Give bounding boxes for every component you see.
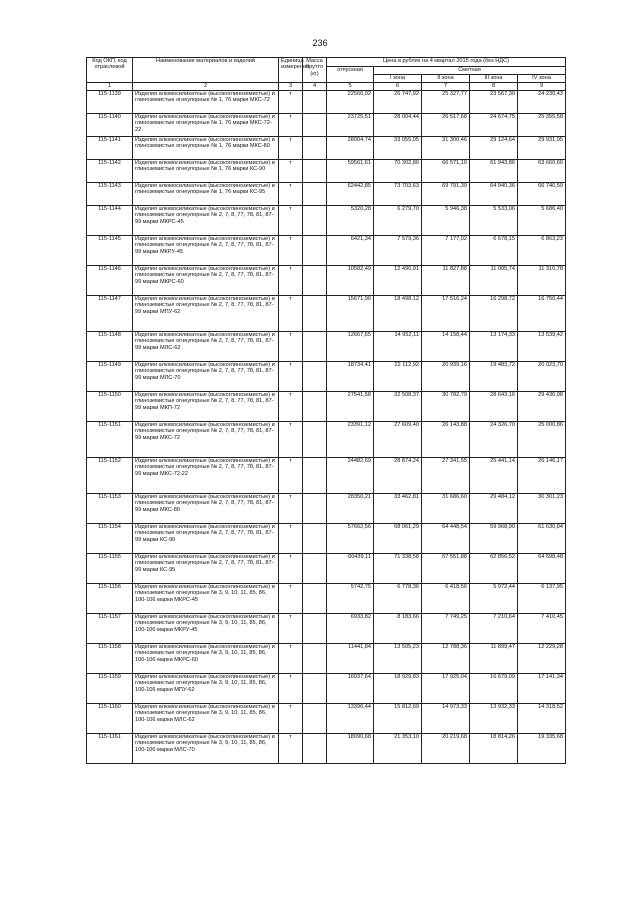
row-zone4-price: 20 023,70 [518, 362, 566, 392]
row-name: Изделия алюмосиликатные (высокоглиноземистые) и глиноземистые огнеупорные № 2, 7, 8, 77, 78, 81, 87-99 марки МКП-72 [133, 392, 279, 422]
row-unit: т [279, 524, 303, 554]
row-release-price: 57662,56 [327, 524, 374, 554]
row-zone1-price: 33 462,81 [374, 494, 422, 524]
row-zone3-price: 18 814,26 [470, 734, 518, 764]
row-zone3-price: 62 856,52 [470, 554, 518, 584]
row-name: Изделия алюмосиликатные (высокоглиноземистые) и глиноземистые огнеупорные № 3, 9, 10, 11, 85, 86, 100-106 марки МЛС-62 [133, 704, 279, 734]
row-zone4-price: 7 410,45 [518, 614, 566, 644]
row-mass [303, 362, 327, 392]
row-unit: т [279, 137, 303, 160]
row-name: Изделия алюмосиликатные (высокоглиноземистые) и глиноземистые огнеупорные № 2, 7, 8, 77, 78, 81, 87-99 марки КС-90 [133, 524, 279, 554]
row-zone1-price: 12 490,91 [374, 266, 422, 296]
row-zone4-price: 6 137,95 [518, 584, 566, 614]
row-zone3-price: 23 567,30 [470, 91, 518, 114]
row-unit: т [279, 296, 303, 332]
row-name: Изделия алюмосиликатные (высокоглиноземистые) и глиноземистые огнеупорные № 1, 76 марки МКС-72-22 [133, 114, 279, 137]
table-row [87, 206, 566, 236]
row-zone2-price: 27 341,55 [422, 458, 470, 494]
row-unit: т [279, 704, 303, 734]
row-zone2-price: 66 571,10 [422, 160, 470, 183]
row-zone2-price: 17 925,04 [422, 674, 470, 704]
row-zone2-price: 26 517,68 [422, 114, 470, 137]
row-name: Изделия алюмосиликатные (высокоглиноземистые) и глиноземистые огнеупорные № 3, 9, 10, 11, 85, 86, 100-106 марки МКРУ-45 [133, 614, 279, 644]
row-zone4-price: 29 436,98 [518, 392, 566, 422]
row-unit: т [279, 160, 303, 183]
row-zone2-price: 20 219,68 [422, 734, 470, 764]
row-mass [303, 296, 327, 332]
table-row [87, 160, 566, 183]
row-zone2-price: 31 686,60 [422, 494, 470, 524]
row-unit: т [279, 584, 303, 614]
row-zone3-price: 24 674,75 [470, 114, 518, 137]
row-zone2-price: 5 946,38 [422, 206, 470, 236]
row-release-price: 23725,51 [327, 114, 374, 137]
header-estimate-price: Сметная [374, 67, 566, 75]
row-code: 115-1159 [87, 674, 133, 704]
row-zone3-price: 24 326,70 [470, 422, 518, 458]
row-zone4-price: 19 335,68 [518, 734, 566, 764]
row-release-price: 6421,34 [327, 236, 374, 266]
header-mass: Масса брутто (кг) [303, 58, 327, 83]
row-mass [303, 392, 327, 422]
row-zone4-price: 12 229,28 [518, 644, 566, 674]
row-unit: т [279, 362, 303, 392]
row-release-price: 60439,11 [327, 554, 374, 584]
table-row [87, 524, 566, 554]
row-name: Изделия алюмосиликатные (высокоглиноземистые) и глиноземистые огнеупорные № 2, 7, 8, 77, 78, 81, 87-99 марки МКРС-45 [133, 206, 279, 236]
row-mass [303, 734, 327, 764]
row-zone4-price: 6 863,23 [518, 236, 566, 266]
row-unit: т [279, 266, 303, 296]
row-zone2-price: 67 551,88 [422, 554, 470, 584]
row-code: 115-1141 [87, 137, 133, 160]
row-zone3-price: 61 943,86 [470, 160, 518, 183]
header-zone-1: I зона [374, 75, 422, 83]
table-row [87, 554, 566, 584]
table-row [87, 584, 566, 614]
row-zone4-price: 14 318,52 [518, 704, 566, 734]
row-zone2-price: 14 158,44 [422, 332, 470, 362]
row-unit: т [279, 183, 303, 206]
row-code: 115-1144 [87, 206, 133, 236]
row-zone4-price: 26 146,17 [518, 458, 566, 494]
row-release-price: 15671,90 [327, 296, 374, 332]
price-table [86, 57, 566, 764]
row-release-price: 5742,75 [327, 584, 374, 614]
row-unit: т [279, 458, 303, 494]
row-code: 115-1139 [87, 91, 133, 114]
column-number: 8 [470, 83, 518, 91]
row-release-price: 62442,85 [327, 183, 374, 206]
row-zone4-price: 25 000,86 [518, 422, 566, 458]
header-unit: Единица измерения [279, 58, 303, 83]
row-code: 115-1150 [87, 392, 133, 422]
row-zone3-price: 19 483,72 [470, 362, 518, 392]
row-release-price: 28350,21 [327, 494, 374, 524]
row-zone1-price: 33 055,05 [374, 137, 422, 160]
row-zone4-price: 64 598,48 [518, 554, 566, 584]
row-release-price: 27541,58 [327, 392, 374, 422]
row-zone4-price: 25 355,58 [518, 114, 566, 137]
row-code: 115-1153 [87, 494, 133, 524]
row-zone3-price: 16 679,09 [470, 674, 518, 704]
row-zone2-price: 11 827,88 [422, 266, 470, 296]
row-release-price: 6933,82 [327, 614, 374, 644]
row-zone4-price: 24 230,43 [518, 91, 566, 114]
table-row [87, 332, 566, 362]
row-code: 115-1160 [87, 704, 133, 734]
row-unit: т [279, 91, 303, 114]
row-unit: т [279, 494, 303, 524]
row-mass [303, 422, 327, 458]
row-code: 115-1143 [87, 183, 133, 206]
row-code: 115-1157 [87, 614, 133, 644]
row-zone4-price: 30 301,23 [518, 494, 566, 524]
row-name: Изделия алюмосиликатные (высокоглиноземистые) и глиноземистые огнеупорные № 1, 76 марки КС-90 [133, 160, 279, 183]
row-release-price: 28004,74 [327, 137, 374, 160]
row-zone3-price: 5 972,44 [470, 584, 518, 614]
row-mass [303, 114, 327, 137]
row-unit: т [279, 734, 303, 764]
row-zone1-price: 6 279,70 [374, 206, 422, 236]
row-zone1-price: 6 778,36 [374, 584, 422, 614]
row-zone3-price: 64 940,36 [470, 183, 518, 206]
row-name: Изделия алюмосиликатные (высокоглиноземистые) и глиноземистые огнеупорные № 1, 76 марки МКС-80 [133, 137, 279, 160]
row-unit: т [279, 332, 303, 362]
table-row [87, 392, 566, 422]
row-mass [303, 584, 327, 614]
row-mass [303, 458, 327, 494]
row-zone2-price: 6 418,56 [422, 584, 470, 614]
row-unit: т [279, 554, 303, 584]
row-mass [303, 704, 327, 734]
row-zone3-price: 16 298,72 [470, 296, 518, 332]
row-zone4-price: 29 931,95 [518, 137, 566, 160]
header-code: Код ОКП, код отраслевой [87, 58, 133, 83]
row-zone3-price: 59 968,90 [470, 524, 518, 554]
row-code: 115-1146 [87, 266, 133, 296]
row-zone3-price: 13 932,33 [470, 704, 518, 734]
row-zone1-price: 32 508,37 [374, 392, 422, 422]
row-zone1-price: 71 338,58 [374, 554, 422, 584]
row-name: Изделия алюмосиликатные (высокоглиноземистые) и глиноземистые огнеупорные № 1, 76 марки КС-95 [133, 183, 279, 206]
table-row [87, 114, 566, 137]
row-zone2-price: 17 516,24 [422, 296, 470, 332]
row-name: Изделия алюмосиликатные (высокоглиноземистые) и глиноземистые огнеупорные № 2, 7, 8, 77, 78, 81, 87-99 марки МЛС-62 [133, 332, 279, 362]
row-unit: т [279, 422, 303, 458]
row-zone1-price: 15 812,69 [374, 704, 422, 734]
row-code: 115-1140 [87, 114, 133, 137]
row-name: Изделия алюмосиликатные (высокоглиноземистые) и глиноземистые огнеупорные № 3, 9, 10, 11, 85, 86, 100-106 марки МКРС-45 [133, 584, 279, 614]
row-zone1-price: 27 609,40 [374, 422, 422, 458]
row-mass [303, 206, 327, 236]
table-row [87, 296, 566, 332]
row-mass [303, 160, 327, 183]
column-number: 2 [133, 83, 279, 91]
row-unit: т [279, 674, 303, 704]
row-mass [303, 332, 327, 362]
header-release-price: отпускная [327, 67, 374, 83]
row-zone2-price: 31 300,46 [422, 137, 470, 160]
row-release-price: 11441,84 [327, 644, 374, 674]
column-number: 3 [279, 83, 303, 91]
row-release-price: 10582,49 [327, 266, 374, 296]
row-zone1-price: 13 505,23 [374, 644, 422, 674]
row-name: Изделия алюмосиликатные (высокоглиноземистые) и глиноземистые огнеупорные № 2, 7, 8, 77, 78, 81, 87-99 марки МКРС-60 [133, 266, 279, 296]
row-release-price: 18090,68 [327, 734, 374, 764]
row-release-price: 59561,61 [327, 160, 374, 183]
column-number-row [87, 83, 566, 91]
row-zone2-price: 69 791,39 [422, 183, 470, 206]
row-mass [303, 236, 327, 266]
row-name: Изделия алюмосиликатные (высокоглиноземистые) и глиноземистые огнеупорные № 2, 7, 8, 77, 78, 81, 87-99 марки КС-95 [133, 554, 279, 584]
row-zone1-price: 21 353,10 [374, 734, 422, 764]
row-zone2-price: 12 788,36 [422, 644, 470, 674]
row-code: 115-1151 [87, 422, 133, 458]
row-name: Изделия алюмосиликатные (высокоглиноземистые) и глиноземистые огнеупорные № 2, 7, 8, 77, 78, 81, 87-99 марки МКС-72-22 [133, 458, 279, 494]
row-unit: т [279, 614, 303, 644]
header-zone-4: IV зона [518, 75, 566, 83]
row-zone4-price: 17 141,34 [518, 674, 566, 704]
column-number: 6 [374, 83, 422, 91]
row-zone4-price: 11 310,78 [518, 266, 566, 296]
row-zone1-price: 73 703,63 [374, 183, 422, 206]
row-zone2-price: 30 782,79 [422, 392, 470, 422]
table-row [87, 266, 566, 296]
row-name: Изделия алюмосиликатные (высокоглиноземистые) и глиноземистые огнеупорные № 2, 7, 8, 77, 78, 81, 87-99 марки МПУ-62 [133, 296, 279, 332]
row-zone1-price: 22 112,92 [374, 362, 422, 392]
header-name: Наименование материалов и изделий [133, 58, 279, 83]
row-zone4-price: 63 660,60 [518, 160, 566, 183]
row-zone2-price: 7 177,02 [422, 236, 470, 266]
row-zone1-price: 68 061,29 [374, 524, 422, 554]
row-name: Изделия алюмосиликатные (высокоглиноземистые) и глиноземистые огнеупорные № 3, 9, 10, 11, 85, 86, 100-106 марки МЛС-70 [133, 734, 279, 764]
row-name: Изделия алюмосиликатные (высокоглиноземистые) и глиноземистые огнеупорные № 2, 7, 8, 77, 78, 81, 87-99 марки МЛС-70 [133, 362, 279, 392]
row-zone1-price: 18 498,12 [374, 296, 422, 332]
row-code: 115-1148 [87, 332, 133, 362]
row-zone3-price: 11 899,47 [470, 644, 518, 674]
row-zone1-price: 28 004,44 [374, 114, 422, 137]
row-release-price: 12667,65 [327, 332, 374, 362]
row-code: 115-1155 [87, 554, 133, 584]
row-zone1-price: 26 747,92 [374, 91, 422, 114]
row-unit: т [279, 206, 303, 236]
row-mass [303, 183, 327, 206]
row-name: Изделия алюмосиликатные (высокоглиноземистые) и глиноземистые огнеупорные № 2, 7, 8, 77, 78, 81, 87-99 марки МКС-80 [133, 494, 279, 524]
header-zone-3: III зона [470, 75, 518, 83]
row-unit: т [279, 392, 303, 422]
table-row [87, 422, 566, 458]
row-zone1-price: 8 183,66 [374, 614, 422, 644]
header-price-group: Цена в рублях на 4 квартал 2015 года (без НДС) [327, 58, 566, 67]
row-name: Изделия алюмосиликатные (высокоглиноземистые) и глиноземистые огнеупорные № 2, 7, 8, 77, 78, 81, 87-99 марки МКРУ-45 [133, 236, 279, 266]
table-row [87, 734, 566, 764]
row-code: 115-1156 [87, 584, 133, 614]
column-number: 9 [518, 83, 566, 91]
table-row [87, 183, 566, 206]
row-code: 115-1147 [87, 296, 133, 332]
table-row [87, 614, 566, 644]
row-zone3-price: 25 441,14 [470, 458, 518, 494]
row-zone4-price: 16 750,44 [518, 296, 566, 332]
row-zone1-price: 7 579,36 [374, 236, 422, 266]
row-zone2-price: 20 939,16 [422, 362, 470, 392]
row-mass [303, 644, 327, 674]
row-zone3-price: 5 533,06 [470, 206, 518, 236]
row-mass [303, 674, 327, 704]
row-zone3-price: 29 124,64 [470, 137, 518, 160]
row-zone1-price: 18 929,83 [374, 674, 422, 704]
row-zone2-price: 64 448,54 [422, 524, 470, 554]
row-code: 115-1154 [87, 524, 133, 554]
row-release-price: 22560,92 [327, 91, 374, 114]
row-name: Изделия алюмосиликатные (высокоглиноземистые) и глиноземистые огнеупорные № 3, 9, 10, 11, 85, 86, 100-106 марки МПУ-62 [133, 674, 279, 704]
row-mass [303, 137, 327, 160]
row-zone2-price: 25 327,77 [422, 91, 470, 114]
table-row [87, 494, 566, 524]
table-row [87, 644, 566, 674]
row-unit: т [279, 644, 303, 674]
row-release-price: 23391,12 [327, 422, 374, 458]
row-zone1-price: 14 952,11 [374, 332, 422, 362]
row-code: 115-1158 [87, 644, 133, 674]
row-name: Изделия алюмосиликатные (высокоглиноземистые) и глиноземистые огнеупорные № 2, 7, 8, 77, 78, 81, 87-99 марки МКС-72 [133, 422, 279, 458]
row-zone3-price: 28 643,16 [470, 392, 518, 422]
column-number: 5 [327, 83, 374, 91]
row-release-price: 16037,64 [327, 674, 374, 704]
row-zone2-price: 7 749,25 [422, 614, 470, 644]
table-row [87, 674, 566, 704]
row-mass [303, 91, 327, 114]
table-row [87, 137, 566, 160]
row-zone2-price: 26 143,88 [422, 422, 470, 458]
row-mass [303, 614, 327, 644]
row-code: 115-1152 [87, 458, 133, 494]
row-mass [303, 554, 327, 584]
row-release-price: 18734,41 [327, 362, 374, 392]
column-number: 4 [303, 83, 327, 91]
row-zone4-price: 66 740,59 [518, 183, 566, 206]
table-row [87, 704, 566, 734]
row-zone3-price: 6 678,15 [470, 236, 518, 266]
row-zone3-price: 7 210,64 [470, 614, 518, 644]
row-release-price: 13396,44 [327, 704, 374, 734]
row-mass [303, 494, 327, 524]
column-number: 7 [422, 83, 470, 91]
table-row [87, 236, 566, 266]
table-row [87, 91, 566, 114]
row-zone1-price: 28 874,24 [374, 458, 422, 494]
row-zone2-price: 14 973,33 [422, 704, 470, 734]
page-number: 236 [312, 38, 328, 48]
row-release-price: 24482,69 [327, 458, 374, 494]
row-mass [303, 524, 327, 554]
row-zone1-price: 70 302,80 [374, 160, 422, 183]
row-code: 115-1145 [87, 236, 133, 266]
row-unit: т [279, 114, 303, 137]
row-zone4-price: 61 630,84 [518, 524, 566, 554]
row-code: 115-1142 [87, 160, 133, 183]
table-row [87, 458, 566, 494]
row-code: 115-1161 [87, 734, 133, 764]
row-mass [303, 266, 327, 296]
row-zone4-price: 5 686,40 [518, 206, 566, 236]
row-name: Изделия алюмосиликатные (высокоглиноземистые) и глиноземистые огнеупорные № 1, 76 марки МКС-72 [133, 91, 279, 114]
row-release-price: 5320,28 [327, 206, 374, 236]
row-unit: т [279, 236, 303, 266]
column-number: 1 [87, 83, 133, 91]
row-zone3-price: 29 484,12 [470, 494, 518, 524]
row-zone3-price: 11 005,74 [470, 266, 518, 296]
row-code: 115-1149 [87, 362, 133, 392]
table-row [87, 362, 566, 392]
header-zone-2: II зона [422, 75, 470, 83]
row-zone3-price: 13 174,33 [470, 332, 518, 362]
row-zone4-price: 13 539,42 [518, 332, 566, 362]
row-name: Изделия алюмосиликатные (высокоглиноземистые) и глиноземистые огнеупорные № 3, 9, 10, 11, 85, 86, 100-106 марки МКРС-60 [133, 644, 279, 674]
